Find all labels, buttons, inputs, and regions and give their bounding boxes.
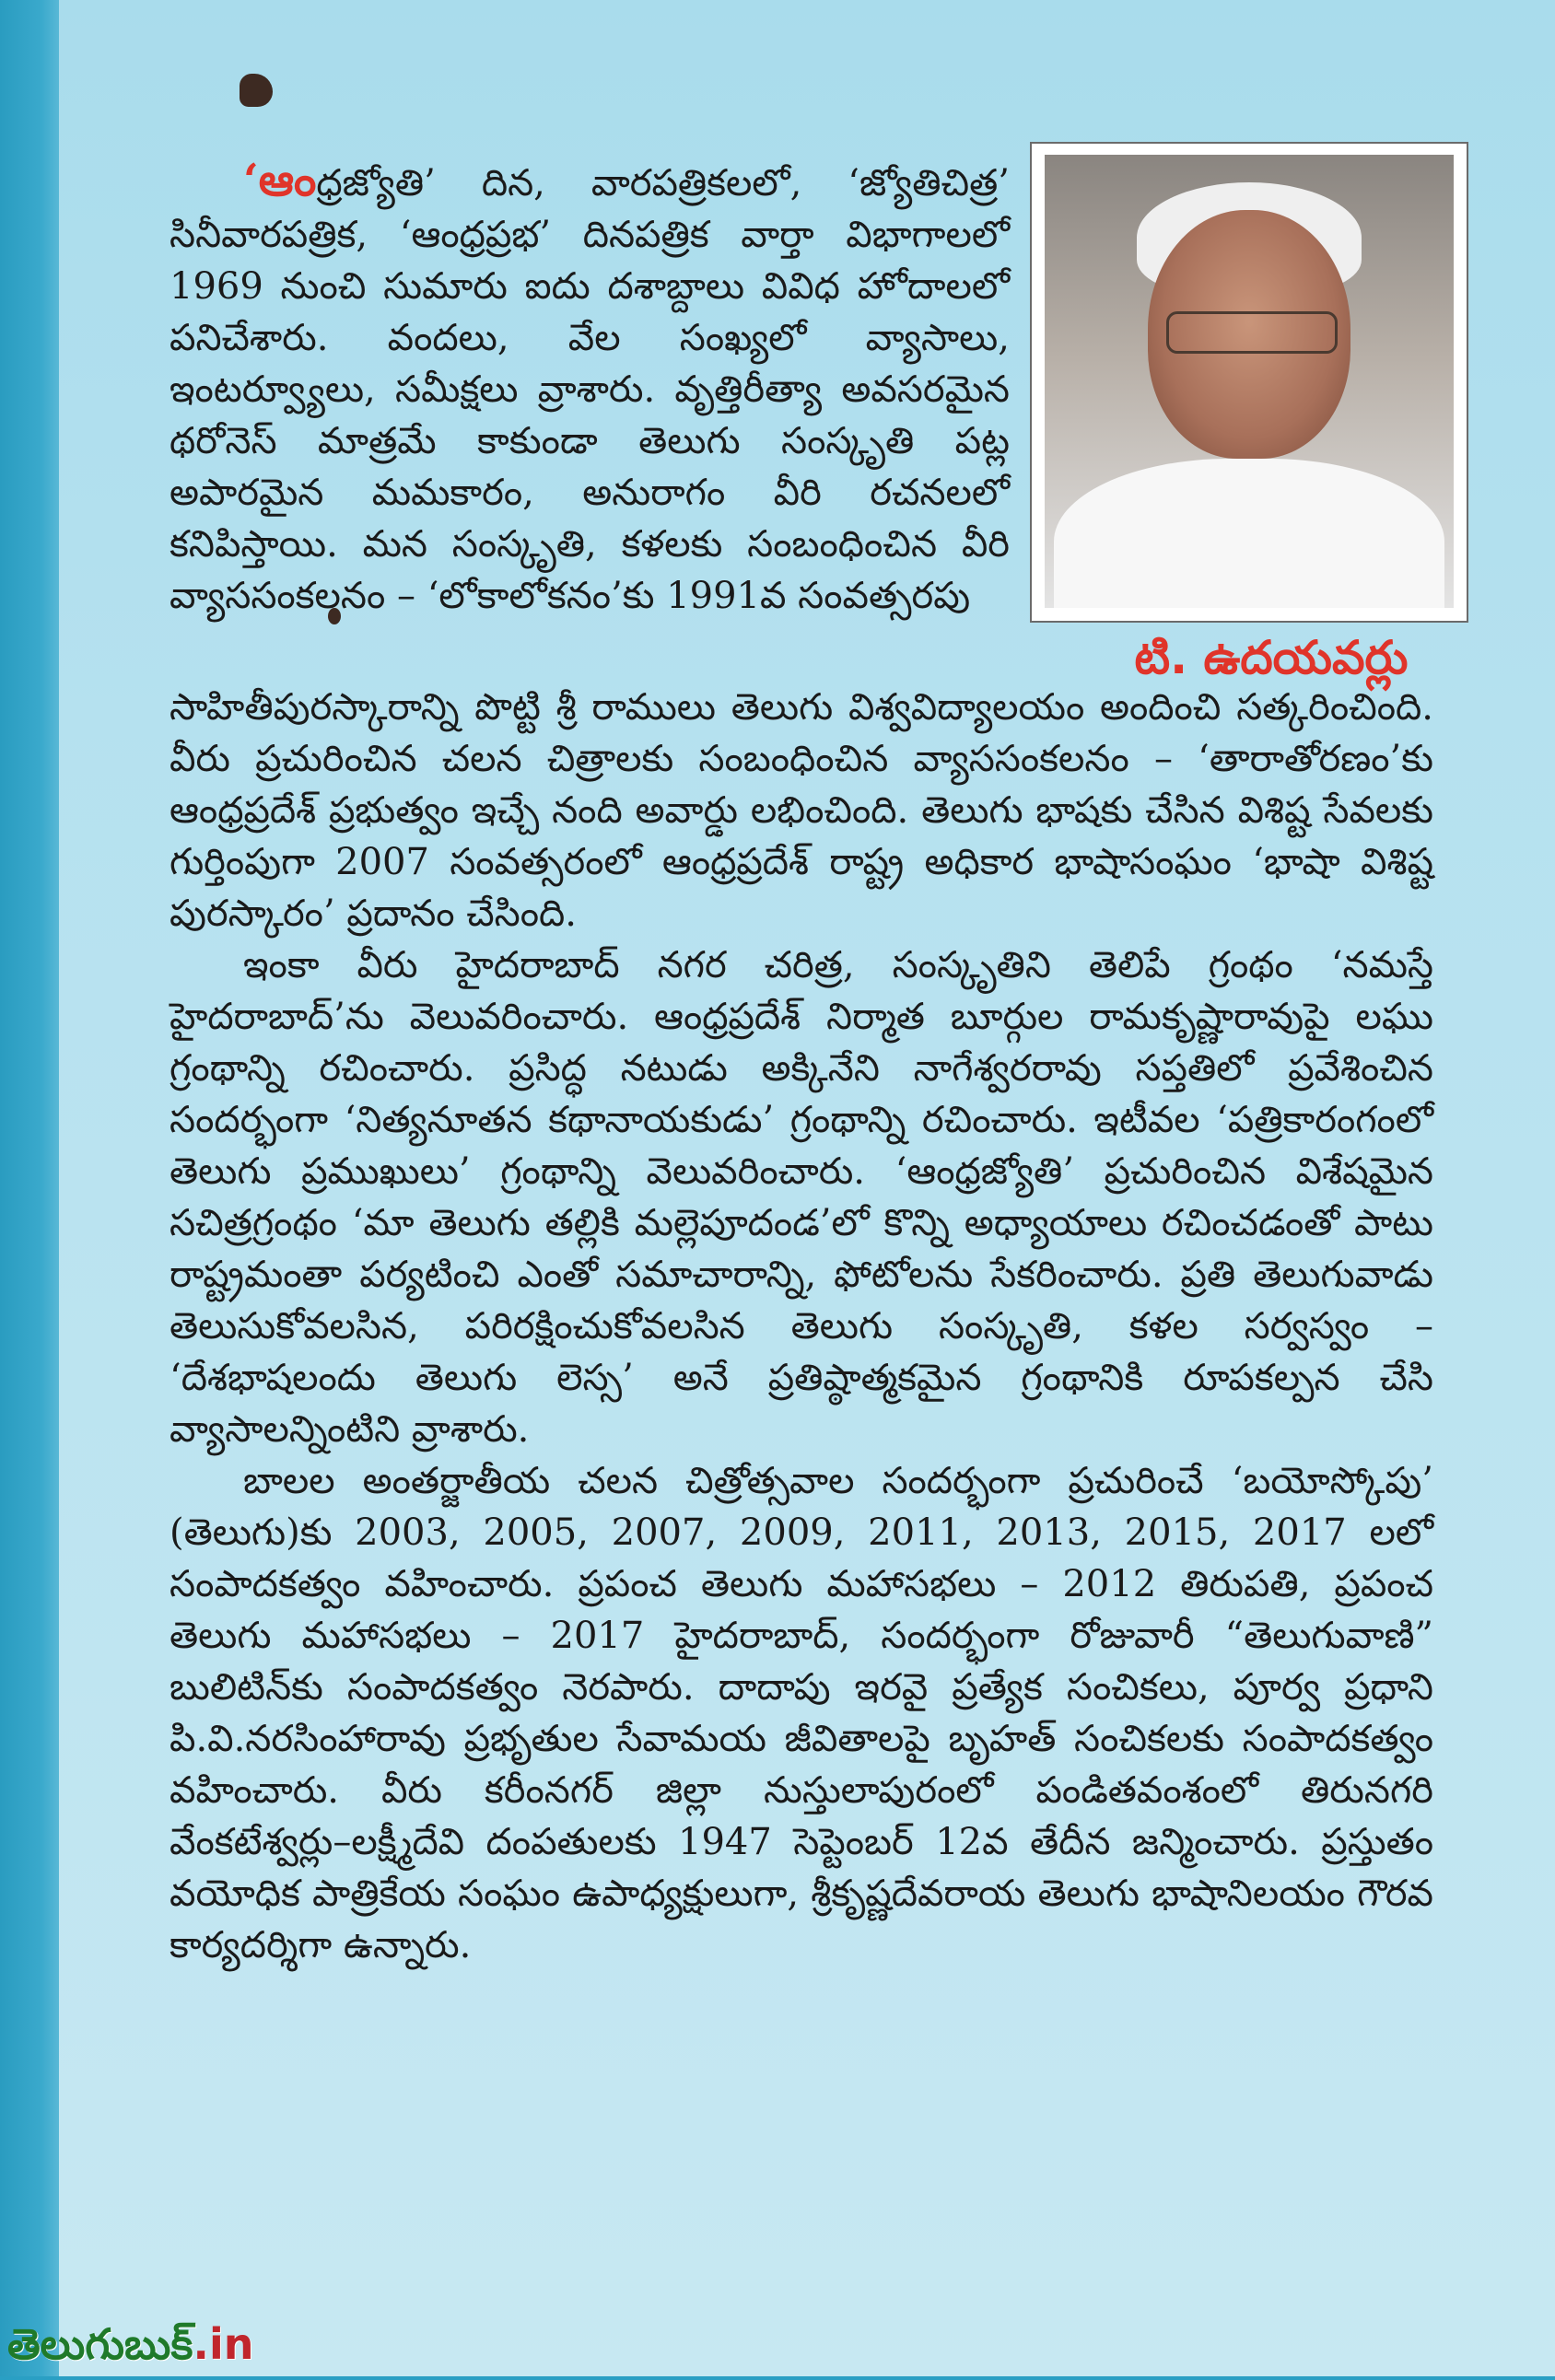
- intro-paragraph: [170, 155, 1010, 622]
- paragraph-1-continued: సాహితీపురస్కారాన్ని పొట్టి శ్రీ రాములు తెలుగు విశ్వవిద్యాలయం అందించి సత్కరించింది. వీరు ప్రచురించిన చలన చిత్రాలకు సంబంధించిన వ్యాససంకలనం – ‘తారాతోరణం’కు ఆంధ్రప్రదేశ్ ప్రభుత్వం ఇచ్చే నంది అవార్డు లభించింది. తెలుగు భాషకు చేసిన విశిష్ట సేవలకు గుర్తింపుగా 2007 సంవత్సరంలో ఆంధ్రప్రదేశ్ రాష్ట్ర అధికార భాషాసంఘం ‘భాషా విశిష్ట పురస్కారం’ ప్రదానం చేసింది.: [170, 686, 1433, 935]
- book-spine: [0, 0, 59, 2376]
- paragraph-2: ఇంకా వీరు హైదరాబాద్ నగర చరిత్ర, సంస్కృతిని తెలిపే గ్రంథం ‘నమస్తే హైదరాబాద్’ను వెలువరించారు. ఆంధ్రప్రదేశ్ నిర్మాత బూర్గుల రామకృష్ణారావుపై లఘు గ్రంథాన్ని రచించారు. ప్రసిద్ధ నటుడు అక్కినేని నాగేశ్వరరావు సప్తతిలో ప్రవేశించిన సందర్భంగా ‘నిత్యనూతన కథానాయకుడు’ గ్రంథాన్ని రచించారు. ఇటీవల ‘పత్రికారంగంలో తెలుగు ప్రముఖులు’ గ్రంథాన్ని వెలువరించారు. ‘ఆంధ్రజ్యోతి’ ప్రచురించిన విశేషమైన సచిత్రగ్రంథం ‘మా తెలుగు తల్లికి మల్లెపూదండ’లో కొన్ని అధ్యాయాలు రచించడంతో పాటు రాష్ట్రమంతా పర్యటించి ఎంతో సమాచారాన్ని, ఫోటోలను సేకరించారు. ప్రతి తెలుగువాడు తెలుసుకోవలసిన, పరిరక్షించుకోవలసిన తెలుగు సంస్కృతి, కళల సర్వస్వం – ‘దేశభాషలందు తెలుగు లెస్స’ అనే ప్రతిష్ఠాత్మకమైన గ్రంథానికి రూపకల్పన చేసి వ్యాసాలన్నింటిని వ్రాశారు.: [170, 944, 1433, 1451]
- watermark-suffix: .in: [193, 2319, 254, 2369]
- paragraph-3: బాలల అంతర్జాతీయ చలన చిత్రోత్సవాల సందర్భంగా ప్రచురించే ‘బయోస్కోపు’ (తెలుగు)కు 2003, 2005, 2007, 2009, 2011, 2013, 2015, 2017 లలో సంపాదకత్వం వహించారు. ప్రపంచ తెలుగు మహాసభలు – 2012 తిరుపతి, ప్రపంచ తెలుగు మహాసభలు – 2017 హైదరాబాద్, సందర్భంగా రోజువారీ “తెలుగువాణి” బులిటిన్‌కు సంపాదకత్వం నెరపారు. దాదాపు ఇరవై ప్రత్యేక సంచికలు, పూర్వ ప్రధాని పి.వి.నరసింహారావు ప్రభృతుల సేవామయ జీవితాలపై బృహత్ సంచికలకు సంపాదకత్వం వహించారు. వీరు కరీంనగర్ జిల్లా నుస్తులాపురంలో పండితవంశంలో తిరునగరి వేంకటేశ్వర్లు–లక్ష్మీదేవి దంపతులకు 1947 సెప్టెంబర్ 12వ తేదీన జన్మించారు. ప్రస్తుతం వయోధిక పాత్రికేయ సంఘం ఉపాధ్యక్షులుగా, శ్రీకృష్ణదేవరాయ తెలుగు భాషానిలయం గౌరవ కార్యదర్శిగా ఉన్నారు.: [170, 1460, 1433, 1966]
- author-photo: [1045, 155, 1454, 608]
- author-photo-frame: [1030, 142, 1468, 623]
- intro-text-block: [170, 155, 1010, 622]
- author-shirt: [1054, 459, 1444, 608]
- bio-text-block: [170, 682, 1433, 1971]
- author-glasses: [1166, 311, 1338, 354]
- site-watermark-logo: [7, 2319, 254, 2369]
- watermark-text: తెలుగుబుక్: [7, 2319, 193, 2369]
- author-name-caption: టి. ఉదయవర్లు: [1134, 631, 1409, 684]
- drop-cap: ‘ఆం: [243, 155, 317, 206]
- intro-text: ధ్రజ్యోతి’ దిన, వారపత్రికలలో, ‘జ్యోతిచిత్ర’ సినీవారపత్రిక, ‘ఆంధ్రప్రభ’ దినపత్రిక వార్తా విభాగాలలో 1969 నుంచి సుమారు ఐదు దశాబ్దాలు వివిధ హోదాలలో పనిచేశారు. వందలు, వేల సంఖ్యలో వ్యాసాలు, ఇంటర్వ్యూలు, సమీక్షలు వ్రాశారు. వృత్తిరీత్యా అవసరమైన థరోనెస్ మాత్రమే కాకుండా తెలుగు సంస్కృతి పట్ల అపారమైన మమకారం, అనురాగం వీరి రచనలలో కనిపిస్తాయి. మన సంస్కృతి, కళలకు సంబంధించిన వీరి వ్యాససంకలనం – ‘లోకాలోకనం’కు 1991వ సంవత్సరపు: [170, 162, 1010, 617]
- print-speck: [240, 74, 273, 107]
